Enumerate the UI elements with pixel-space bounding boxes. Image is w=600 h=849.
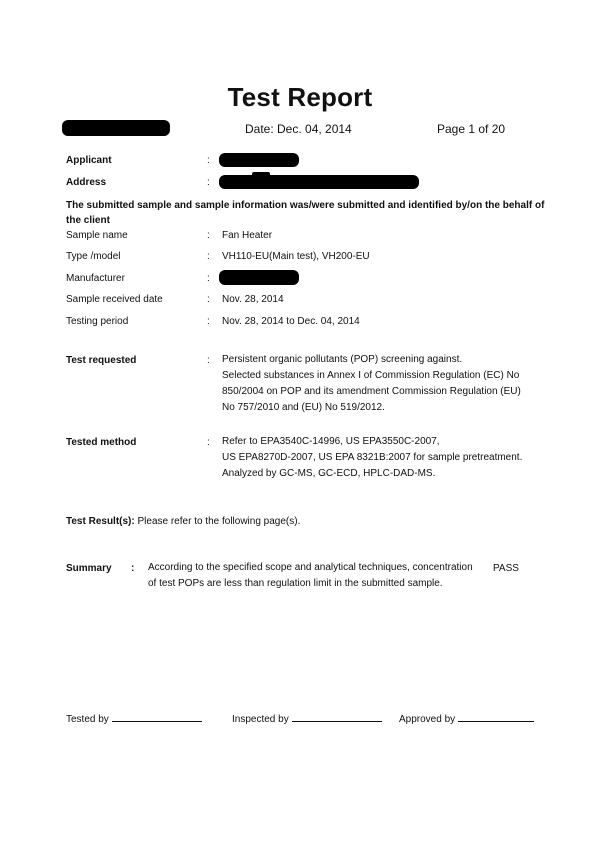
received-date-colon: : [207, 294, 210, 305]
sample-name-value: Fan Heater [222, 230, 273, 241]
summary-line: of test POPs are less than regulation limit in the submitted sample. [148, 578, 443, 589]
report-date: Date: Dec. 04, 2014 [245, 122, 352, 136]
test-results-label: Test Result(s): [66, 516, 135, 527]
sample-name-label: Sample name [66, 230, 128, 241]
test-results [66, 516, 300, 527]
test-results-text: Please refer to the following page(s). [134, 516, 301, 527]
testing-period-colon: : [207, 316, 210, 327]
applicant-colon: : [207, 155, 210, 166]
inspected-by [232, 712, 382, 725]
type-model-colon: : [207, 251, 210, 262]
redacted-address-mark [252, 172, 270, 180]
page-number: Page 1 of 20 [437, 122, 506, 136]
tested-method-text [222, 434, 552, 482]
approved-by [399, 712, 534, 725]
tested-by-label: Tested by [66, 714, 109, 725]
summary-text [148, 560, 488, 592]
approved-by-signature-line [458, 712, 534, 722]
test-requested-line: 850/2004 on POP and its amendment Commission Regulation (EU) [222, 386, 521, 397]
redacted-address [219, 175, 419, 189]
summary-line: According to the specified scope and analytical techniques, concentration [148, 562, 473, 573]
test-requested-line: No 757/2010 and (EU) No 519/2012. [222, 402, 385, 413]
summary-result: PASS [493, 563, 519, 574]
tested-method-line: Refer to EPA3540C-14996, US EPA3550C-2007, [222, 436, 440, 447]
received-date-value: Nov. 28, 2014 [222, 294, 284, 305]
testing-period-value: Nov. 28, 2014 to Dec. 04, 2014 [222, 316, 360, 327]
tested-method-label: Tested method [66, 437, 137, 448]
inspected-by-signature-line [292, 712, 382, 722]
summary-label: Summary [66, 563, 112, 574]
address-label: Address [66, 177, 107, 188]
tested-method-line: US EPA8270D-2007, US EPA 8321B:2007 for sample pretreatment. [222, 452, 523, 463]
received-date-label: Sample received date [66, 294, 163, 305]
test-requested-line: Selected substances in Annex I of Commission Regulation (EC) No [222, 370, 520, 381]
redacted-manufacturer [219, 270, 299, 285]
submission-notice: The submitted sample and sample information was/were submitted and identified by/on the behalf of the client [66, 200, 545, 226]
type-model-value: VH110-EU(Main test), VH200-EU [222, 251, 370, 262]
testing-period-label: Testing period [66, 316, 129, 327]
tested-method-colon: : [207, 437, 210, 448]
summary-colon: : [131, 563, 135, 574]
manufacturer-label: Manufacturer [66, 273, 125, 284]
manufacturer-colon: : [207, 273, 210, 284]
address-colon: : [207, 177, 210, 188]
tested-by [66, 712, 202, 725]
tested-by-signature-line [112, 712, 202, 722]
test-requested-colon: : [207, 355, 210, 366]
test-requested-line: Persistent organic pollutants (POP) screening against. [222, 354, 463, 365]
test-requested-text [222, 352, 542, 416]
approved-by-label: Approved by [399, 714, 456, 725]
inspected-by-label: Inspected by [232, 714, 289, 725]
report-title: Test Report [227, 82, 373, 112]
test-requested-label: Test requested [66, 355, 137, 366]
tested-method-line: Analyzed by GC-MS, GC-ECD, HPLC-DAD-MS. [222, 468, 436, 479]
redacted-report-number [62, 120, 170, 136]
type-model-label: Type /model [66, 251, 121, 262]
redacted-applicant [219, 153, 299, 167]
sample-name-colon: : [207, 230, 210, 241]
applicant-label: Applicant [66, 155, 112, 166]
